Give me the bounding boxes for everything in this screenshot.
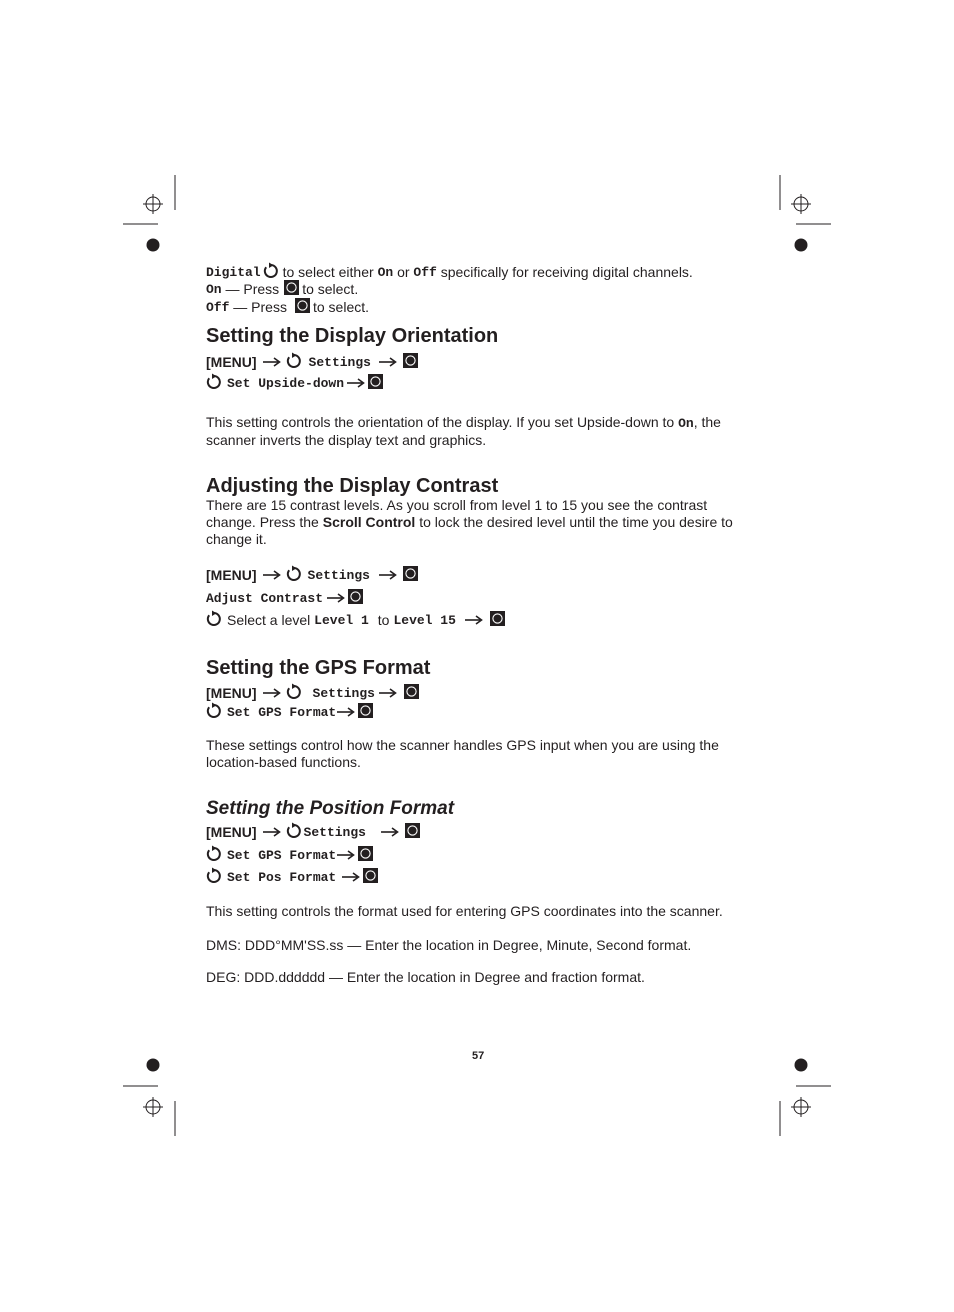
crop-mark-bottom-left	[120, 1055, 190, 1140]
orientation-para-a: This setting controls the orientation of the display. If you set Upside-down to	[206, 414, 675, 430]
select-level-text: Select a level	[227, 612, 311, 628]
scroll-control-rotate-icon	[286, 565, 302, 585]
menu-key: [MENU]	[206, 567, 257, 583]
select-button-icon	[363, 868, 378, 886]
scroll-control-rotate-icon	[206, 867, 222, 887]
contrast-para-b: to lock the desired level until the time you desire to change it.	[206, 514, 733, 547]
crop-mark-top-right	[764, 172, 834, 262]
select-button-icon	[284, 280, 299, 298]
menu-key: [MENU]	[206, 685, 257, 701]
right-arrow-icon	[263, 685, 281, 701]
to-text: to	[377, 612, 390, 628]
select-button-icon	[490, 611, 505, 629]
menu-key: [MENU]	[206, 824, 257, 840]
position-description: This setting controls the format used for entering GPS coordinates into the scanner.	[206, 903, 723, 919]
scroll-control-rotate-icon	[206, 610, 222, 630]
on-press-text: — Press	[225, 281, 280, 297]
menu-key: [MENU]	[206, 354, 257, 370]
select-button-icon	[403, 353, 418, 371]
select-button-icon	[403, 566, 418, 584]
contrast-menu-path-line2	[206, 588, 363, 608]
adjust-contrast-item: Adjust Contrast	[206, 590, 324, 606]
level-15-value: Level 15	[393, 612, 456, 628]
select-button-icon	[295, 298, 310, 316]
contrast-description	[206, 497, 741, 548]
set-gps-format-item: Set GPS Format	[227, 847, 337, 863]
position-heading: Setting the Position Format	[206, 798, 455, 819]
deg-format-description: DEG: DDD.dddddd — Enter the location in Degree and fraction format.	[206, 969, 645, 985]
scroll-control-rotate-icon	[286, 352, 302, 372]
page-number: 57	[472, 1050, 485, 1062]
right-arrow-icon	[379, 354, 397, 370]
settings-menu-item: Settings	[303, 824, 366, 840]
select-button-icon	[348, 589, 363, 607]
contrast-menu-path-line3	[206, 610, 505, 630]
right-arrow-icon	[379, 567, 397, 583]
select-button-icon	[368, 374, 383, 392]
contrast-para-a: There are 15 contrast levels. As you scroll from level 1 to 15 you see the contrast change. Press the	[206, 497, 708, 530]
gps-menu-path-line2	[206, 702, 373, 722]
contrast-menu-path-line1	[206, 565, 418, 585]
right-arrow-icon	[327, 590, 345, 606]
on-keyword: On	[377, 264, 394, 280]
position-menu-path-line1	[206, 822, 420, 842]
gps-menu-path-line1	[206, 683, 419, 703]
contrast-heading: Adjusting the Display Contrast	[206, 475, 499, 497]
gps-description: These settings control how the scanner handles GPS input when you are using the location-based functions.	[206, 737, 719, 770]
orientation-para-b: , the scanner inverts the display text and graphics.	[206, 414, 721, 448]
on-keyword: On	[206, 281, 222, 297]
digital-keyword: Digital	[206, 264, 261, 280]
right-arrow-icon	[337, 704, 355, 720]
level-1-value: Level 1	[314, 612, 369, 628]
off-keyword: Off	[413, 264, 437, 280]
settings-menu-item: Settings	[312, 685, 375, 701]
on-keyword: On	[678, 416, 694, 431]
set-pos-format-item: Set Pos Format	[227, 869, 337, 885]
select-button-icon	[405, 823, 420, 841]
select-button-icon	[358, 703, 373, 721]
right-arrow-icon	[263, 824, 281, 840]
right-arrow-icon	[263, 567, 281, 583]
scroll-control-rotate-icon	[206, 845, 222, 865]
position-menu-path-line3	[206, 867, 378, 887]
set-upside-down-item: Set Upside-down	[227, 375, 345, 391]
position-menu-path-line2	[206, 845, 373, 865]
set-gps-format-item: Set GPS Format	[227, 704, 337, 720]
select-button-icon	[358, 846, 373, 864]
intro-on-line	[206, 279, 358, 299]
orientation-menu-path-line1	[206, 352, 418, 372]
intro-line1-text-a: to select either	[282, 264, 374, 280]
scroll-control-rotate-icon	[206, 702, 222, 722]
settings-menu-item: Settings	[307, 567, 370, 583]
right-arrow-icon	[379, 685, 397, 701]
on-to-select-text: to select.	[302, 281, 359, 297]
orientation-heading: Setting the Display Orientation	[206, 325, 499, 347]
right-arrow-icon	[381, 824, 399, 840]
right-arrow-icon	[342, 869, 360, 885]
settings-menu-item: Settings	[308, 354, 371, 370]
off-press-text: — Press	[233, 299, 287, 315]
right-arrow-icon	[337, 847, 355, 863]
crop-mark-bottom-right	[764, 1055, 834, 1140]
gps-heading: Setting the GPS Format	[206, 657, 431, 679]
right-arrow-icon	[465, 612, 483, 628]
select-button-icon	[404, 684, 419, 702]
scroll-control-rotate-icon	[286, 822, 302, 842]
scroll-control-rotate-icon	[286, 683, 302, 703]
crop-mark-top-left	[120, 172, 190, 262]
off-to-select-text: to select.	[312, 299, 370, 315]
scroll-control-rotate-icon	[206, 373, 222, 393]
intro-line1-or: or	[397, 264, 410, 280]
right-arrow-icon	[263, 354, 281, 370]
orientation-description	[206, 414, 746, 449]
intro-line1-text-b: specifically for receiving digital channels.	[440, 264, 693, 280]
orientation-menu-path-line2	[206, 373, 383, 393]
intro-off-line	[206, 297, 369, 317]
right-arrow-icon	[347, 375, 365, 391]
scroll-control-term: Scroll Control	[322, 514, 416, 530]
off-keyword: Off	[206, 299, 230, 315]
dms-format-description: DMS: DDD°MM'SS.ss — Enter the location in Degree, Minute, Second format.	[206, 937, 692, 953]
